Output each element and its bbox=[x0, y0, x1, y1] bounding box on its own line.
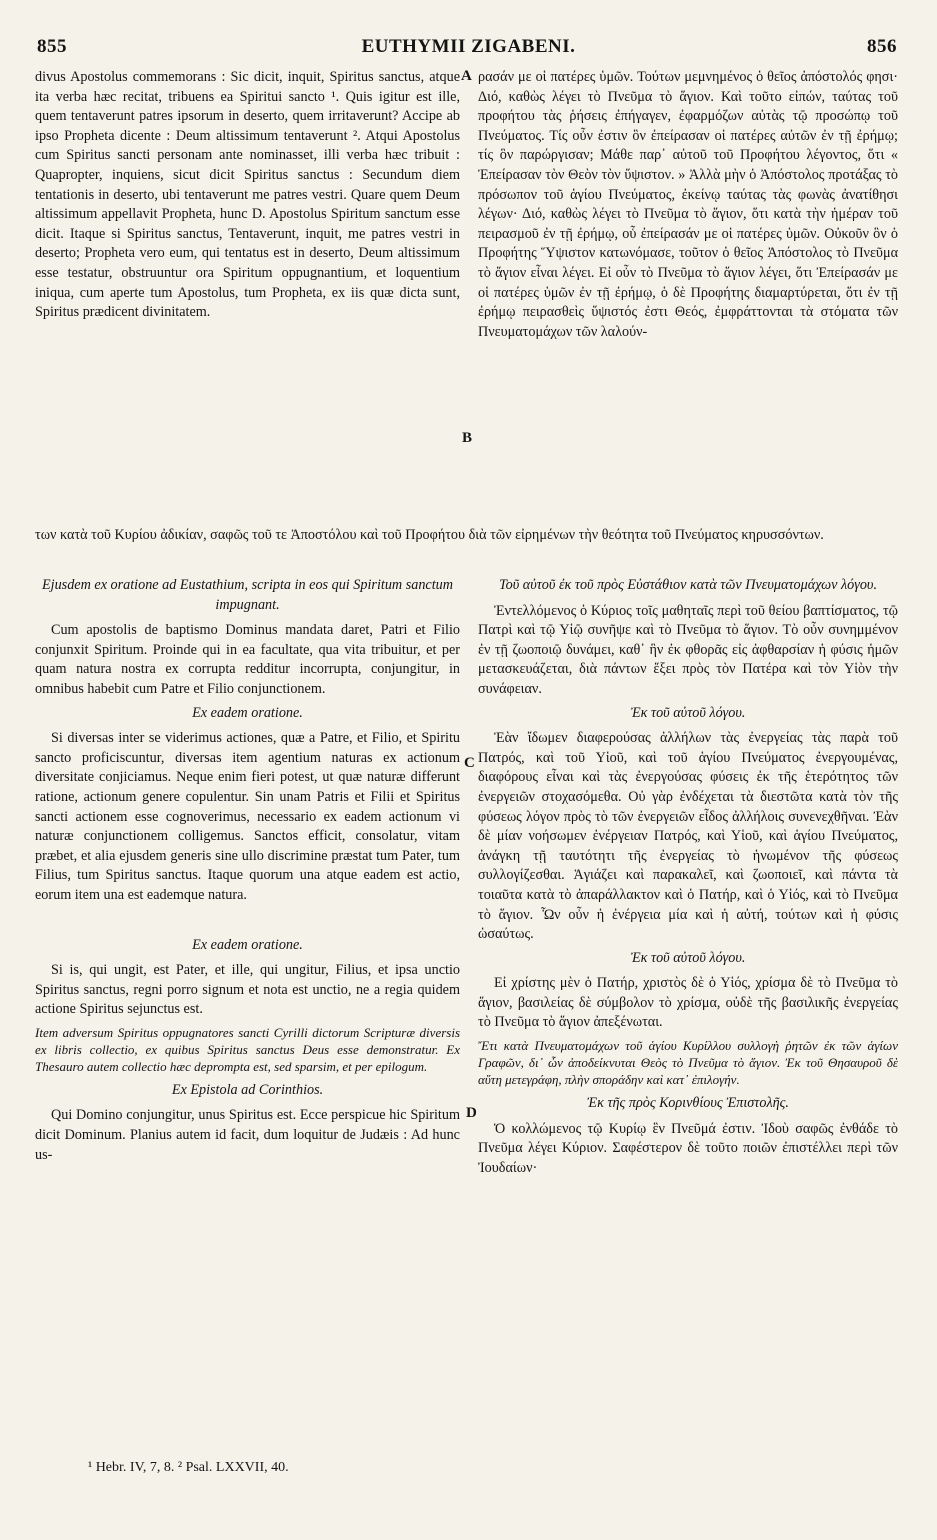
greek-section2-text: Ἐὰν ἴδωμεν διαφερούσας ἀλλήλων τὰς ἐνεργείας τὰς παρὰ τοῦ Πατρός, καὶ τοῦ Υἱοῦ, καὶ τοῦ ἁγίου Πνεύματος ἐνεργουμένας, διαφόρους εἶναι καὶ τὰς ἐνεργούσας φύσεις ἐκ τῆς ἑτερότητος τῶν ἐνεργειῶν στοχασόμεθα. Οὐ γὰρ ἐνδέχεται τὰ διεστῶτα κατὰ τὸν τῆς φύσεως λόγον πρὸς τὸ τῶν ἐνεργειῶν εἶδος ἀλλήλοις συνενεχθῆναι. Ἐὰν δὲ μίαν νοήσωμεν ἐνέργειαν Πατρός, καὶ Υἱοῦ, καὶ ἁγίου Πνεύματος, ἀνάγκη τῇ ταυτότητι τῆς ἐνεργείας τὸ ἡνωμένον τῆς φύσεως συλλογίζεσθαι. Ἁγιάζει καὶ παρακαλεῖ, καὶ ζωοποιεῖ, καὶ πάντα τὰ τοιαῦτα κατὰ τὸ ἀπαράλλακτον καὶ ὁ Πατήρ, καὶ ὁ Υἱός, καὶ τὸ Πνεῦμα τὸ ἅγιον. Ὧν οὖν ἡ ἐνέργεια μία καὶ ἡ αὐτή, τούτων καὶ ἡ φύσις ὡσαύτως. bbox=[478, 730, 898, 943]
latin-section2-title: Ex eadem oratione. bbox=[192, 704, 303, 721]
footnotes: ¹ Hebr. IV, 7, 8. ² Psal. LXXVII, 40. bbox=[88, 1460, 289, 1475]
greek-section1-text: Ἐντελλόμενος ὁ Κύριος τοῖς μαθηταῖς περὶ τοῦ θείου βαπτίσματος, τῷ Πατρὶ καὶ τῷ Υἱῷ συνῆψε καὶ τὸ Πνεῦμα τὸ ἅγιον. Τὸ οὖν συνημμένον ἐν τῇ ζωοποιῷ δυνάμει, καθ᾽ ἣν ἐκ φθορᾶς εἰς ἀφθαρσίαν ἡ φύσις ἡμῶν μετασκευάζεται, διὰ πάντων ἕξει πρὸς τὸν Πατέρα καὶ τὸν Υἱὸν τὴν συνάφειαν. bbox=[478, 602, 898, 697]
greek-full-width-line: των κατὰ τοῦ Κυρίου ἀδικίαν, σαφῶς τοῦ τε Ἀποστόλου καὶ τοῦ Προφήτου διὰ τῶν εἰρημένων τὴν θεότητα τοῦ Πνεύματος κηρυσσόντων. bbox=[35, 527, 824, 543]
page-number-left: 855 bbox=[37, 36, 67, 57]
running-title: EUTHYMII ZIGABENI. bbox=[361, 36, 576, 57]
page-number-right: 856 bbox=[867, 36, 897, 57]
latin-intro-text: divus Apostolus commemorans : Sic dicit, inquit, Spiritus sanctus, atque ita verba hæc recitat, tribuens ea Spiritui sancto ¹. Quis igitur est ille, quem tentaverunt patres ipsorum in deserto, quem irritaverunt? Accipe ab ipso Propheta dicente : Deum altissimum tentaverunt ². Atqui Apostolus cum Spiritus sancti personam ante nominasset, illi verba hæc tribuit : Quapropter, inquiens, sicut dicit Spiritus sanctus : Secundum diem tentationis in deserto, ubi tentaverunt me patres vestri. Quare quem Deum altissimum appellavit Propheta, hunc D. Apostolus Spiritum sanctum esse dicit. Itaque si Spiritus sanctus, Tentaverunt, inquit, me patres vestri in deserto; Propheta vero eum, qui tentatus est in deserto, Deum altissimum esse testatur, obstruuntur ora Spiritum oppugnantium, et loquentium iniqua, cum aperte tum Apostolus, tum Propheta, ex iis quæ dicta sunt, Spiritus prædicent divinitatem. bbox=[35, 69, 460, 321]
latin-sections bbox=[35, 572, 460, 1165]
latin-section3-title: Ex eadem oratione. bbox=[192, 936, 303, 953]
latin-section1-title: Ejusdem ex oratione ad Eustathium, scripta in eos qui Spiritum sanctum impugnant. bbox=[41, 577, 453, 613]
latin-intro bbox=[35, 68, 460, 323]
greek-section3-text: Εἰ χρίστης μὲν ὁ Πατήρ, χριστὸς δὲ ὁ Υἱός, χρίσμα δὲ τὸ Πνεῦμα τὸ ἅγιον, βασιλείας δὲ σύμβολον τὸ χρίσμα, οὐδὲ τῆς βασιλικῆς ἐνεργείας τὸ Πνεῦμα τὸ ἅγιον ἀπεξένωται. bbox=[478, 975, 898, 1031]
latin-section3-text: Si is, qui ungit, est Pater, et ille, qui ungitur, Filius, et ipsa unctio Spiritus sanctus, regni porro signum et nota est unctio, ne a regia quidem actione Spiritus sejunctus est. bbox=[35, 962, 460, 1018]
latin-section2-text: Si diversas inter se viderimus actiones, quæ a Patre, et Filio, et Spiritu sancto proficiscuntur, diversas item agentium naturas ex actionum diversitate conjiciamus. Neque enim fieri potest, ut quæ naturæ differunt ratione, actionum genere copulentur. Sin unam Patris et Filii et Spiritus sancti actionem esse cognoverimus, necessario ex eadem actionum vi naturæ conjunctionem colligemus. Sanctos efficit, consolatur, vitam præbet, et alia ejusdem generis sine ullo discrimine præstat tum Pater, tum Filius, tum Spiritus sanctus. Itaque quorum una atque eadem est actio, eorum item una est eademque natura. bbox=[35, 730, 460, 903]
margin-marker-b: B bbox=[462, 430, 473, 446]
greek-section5-title: Ἐκ τῆς πρὸς Κορινθίους Ἐπιστολῆς. bbox=[587, 1095, 789, 1112]
greek-section4-title: Ἔτι κατὰ Πνευματομάχων τοῦ ἁγίου Κυρίλλου συλλογὴ ῥητῶν ἐκ τῶν ἁγίων Γραφῶν, δι᾽ ὧν ἀποδείκνυται Θεὸς τὸ Πνεῦμα τὸ ἅγιον. Ἐκ τοῦ Θησαυροῦ δὲ αὕτη μετεγράφη, πλὴν σποράδην καὶ κατ᾽ ἐπιλογήν. bbox=[478, 1038, 898, 1088]
latin-section1-text: Cum apostolis de baptismo Dominus mandata daret, Patri et Filio conjunxit Spiritum. Proinde qui in ea facultate, qua vita tribuitur, et per quam natura nostra ex corrupta redditur incorrupta, conjungitur, in omnibus habebit cum Patre et Filio conjunctionem. bbox=[35, 622, 460, 697]
greek-section1-title: Τοῦ αὐτοῦ ἐκ τοῦ πρὸς Εὐστάθιον κατὰ τῶν Πνευματομάχων λόγου. bbox=[499, 577, 877, 593]
greek-intro-text: ρασάν με οἱ πατέρες ὑμῶν. Τούτων μεμνημένος ὁ θεῖος ἀπόστολός φησι· Διό, καθὼς λέγει τὸ Πνεῦμα τὸ ἅγιον. Καὶ τοῦτο εἰπών, ταύτας τοῦ προφήτου τὰς ῥήσεις ἐπήγαγεν, ἐφαρμόζων αὐτὰς τῷ προσώπῳ τοῦ Πνεύματος. Τίς οὖν ἐστιν ὃν ἐπείρασαν οἱ πατέρες αὐτῶν ἐν τῇ ἐρήμῳ; τίς ὃν παρώργισαν; Μάθε παρ᾽ αὐτοῦ τοῦ Προφήτου λέγοντος, ὅτι « Ἐπείρασαν τὸν Θεὸν τὸν ὕψιστον. » Ἀλλὰ μὴν ὁ Ἀπόστολος προτάξας τὸ πρόσωπον τοῦ ἁγίου Πνεύματος, ἐκείνῳ ταύτας τὰς φωνὰς ἀνατίθησι λέγων· Διό, καθὼς λέγει τὸ Πνεῦμα τὸ ἅγιον, ὅτι κατὰ τὴν ἡμέραν τοῦ πειρασμοῦ ἐν τῇ ἐρήμῳ, οὗ ἐπείρασάν με οἱ πατέρες ὑμῶν. Οὐκοῦν ὃν ὁ Προφήτης Ὕψιστον κατωνόμασε, τοῦτον ὁ θεῖος Ἀπόστολος τὸ Πνεῦμα τὸ ἅγιον εἶναι λέγει. Εἰ οὖν τὸ Πνεῦμα τὸ ἅγιον λέγει, ὅτι Ἐπείρασάν με οἱ πατέρες ὑμῶν ἐν τῇ ἐρήμῳ, ὁ δὲ Προφήτης διαμαρτύρεται, ὅτι ἐν τῇ ἐρήμῳ πειρασθεὶς ὕψιστός ἐστι Θεός, ἐμφράττονται τὰ στόματα τῶν Πνευματομάχων τῶν λαλούν- bbox=[478, 69, 898, 340]
margin-marker-c: C bbox=[464, 755, 475, 771]
greek-section3-title: Ἐκ τοῦ αὐτοῦ λόγου. bbox=[630, 949, 746, 966]
latin-section5-title: Ex Epistola ad Corinthios. bbox=[171, 1081, 324, 1098]
greek-section5-text: Ὁ κολλώμενος τῷ Κυρίῳ ἓν Πνεῦμά ἐστιν. Ἰδοὺ σαφῶς ἐνθάδε τὸ Πνεῦμα λέγει Κύριον. Σαφέστερον δὲ τοῦτο ποιῶν ἐπιστέλλει περὶ τῶν Ἰουδαίων· bbox=[478, 1120, 898, 1176]
latin-section5-text: Qui Domino conjungitur, unus Spiritus est. Ecce perspicue hic Spiritum dicit Dominum. Planius autem id facit, dum loquitur de Judæis : Ad hunc us- bbox=[35, 1107, 460, 1163]
greek-section2-title: Ἐκ τοῦ αὐτοῦ λόγου. bbox=[630, 704, 746, 721]
latin-section4-title: Item adversum Spiritus oppugnatores sancti Cyrilli dictorum Scripturæ diversis ex libris collectio, ex quibus Spiritus sanctus Deus esse demonstratur. Ex Thesauro autem collectio hæc deprompta est, sed sparsim, et per epilogum. bbox=[35, 1024, 460, 1074]
greek-intro bbox=[478, 68, 898, 342]
margin-marker-a: A bbox=[461, 68, 472, 84]
greek-sections bbox=[478, 572, 898, 1178]
margin-marker-d: D bbox=[466, 1105, 477, 1121]
